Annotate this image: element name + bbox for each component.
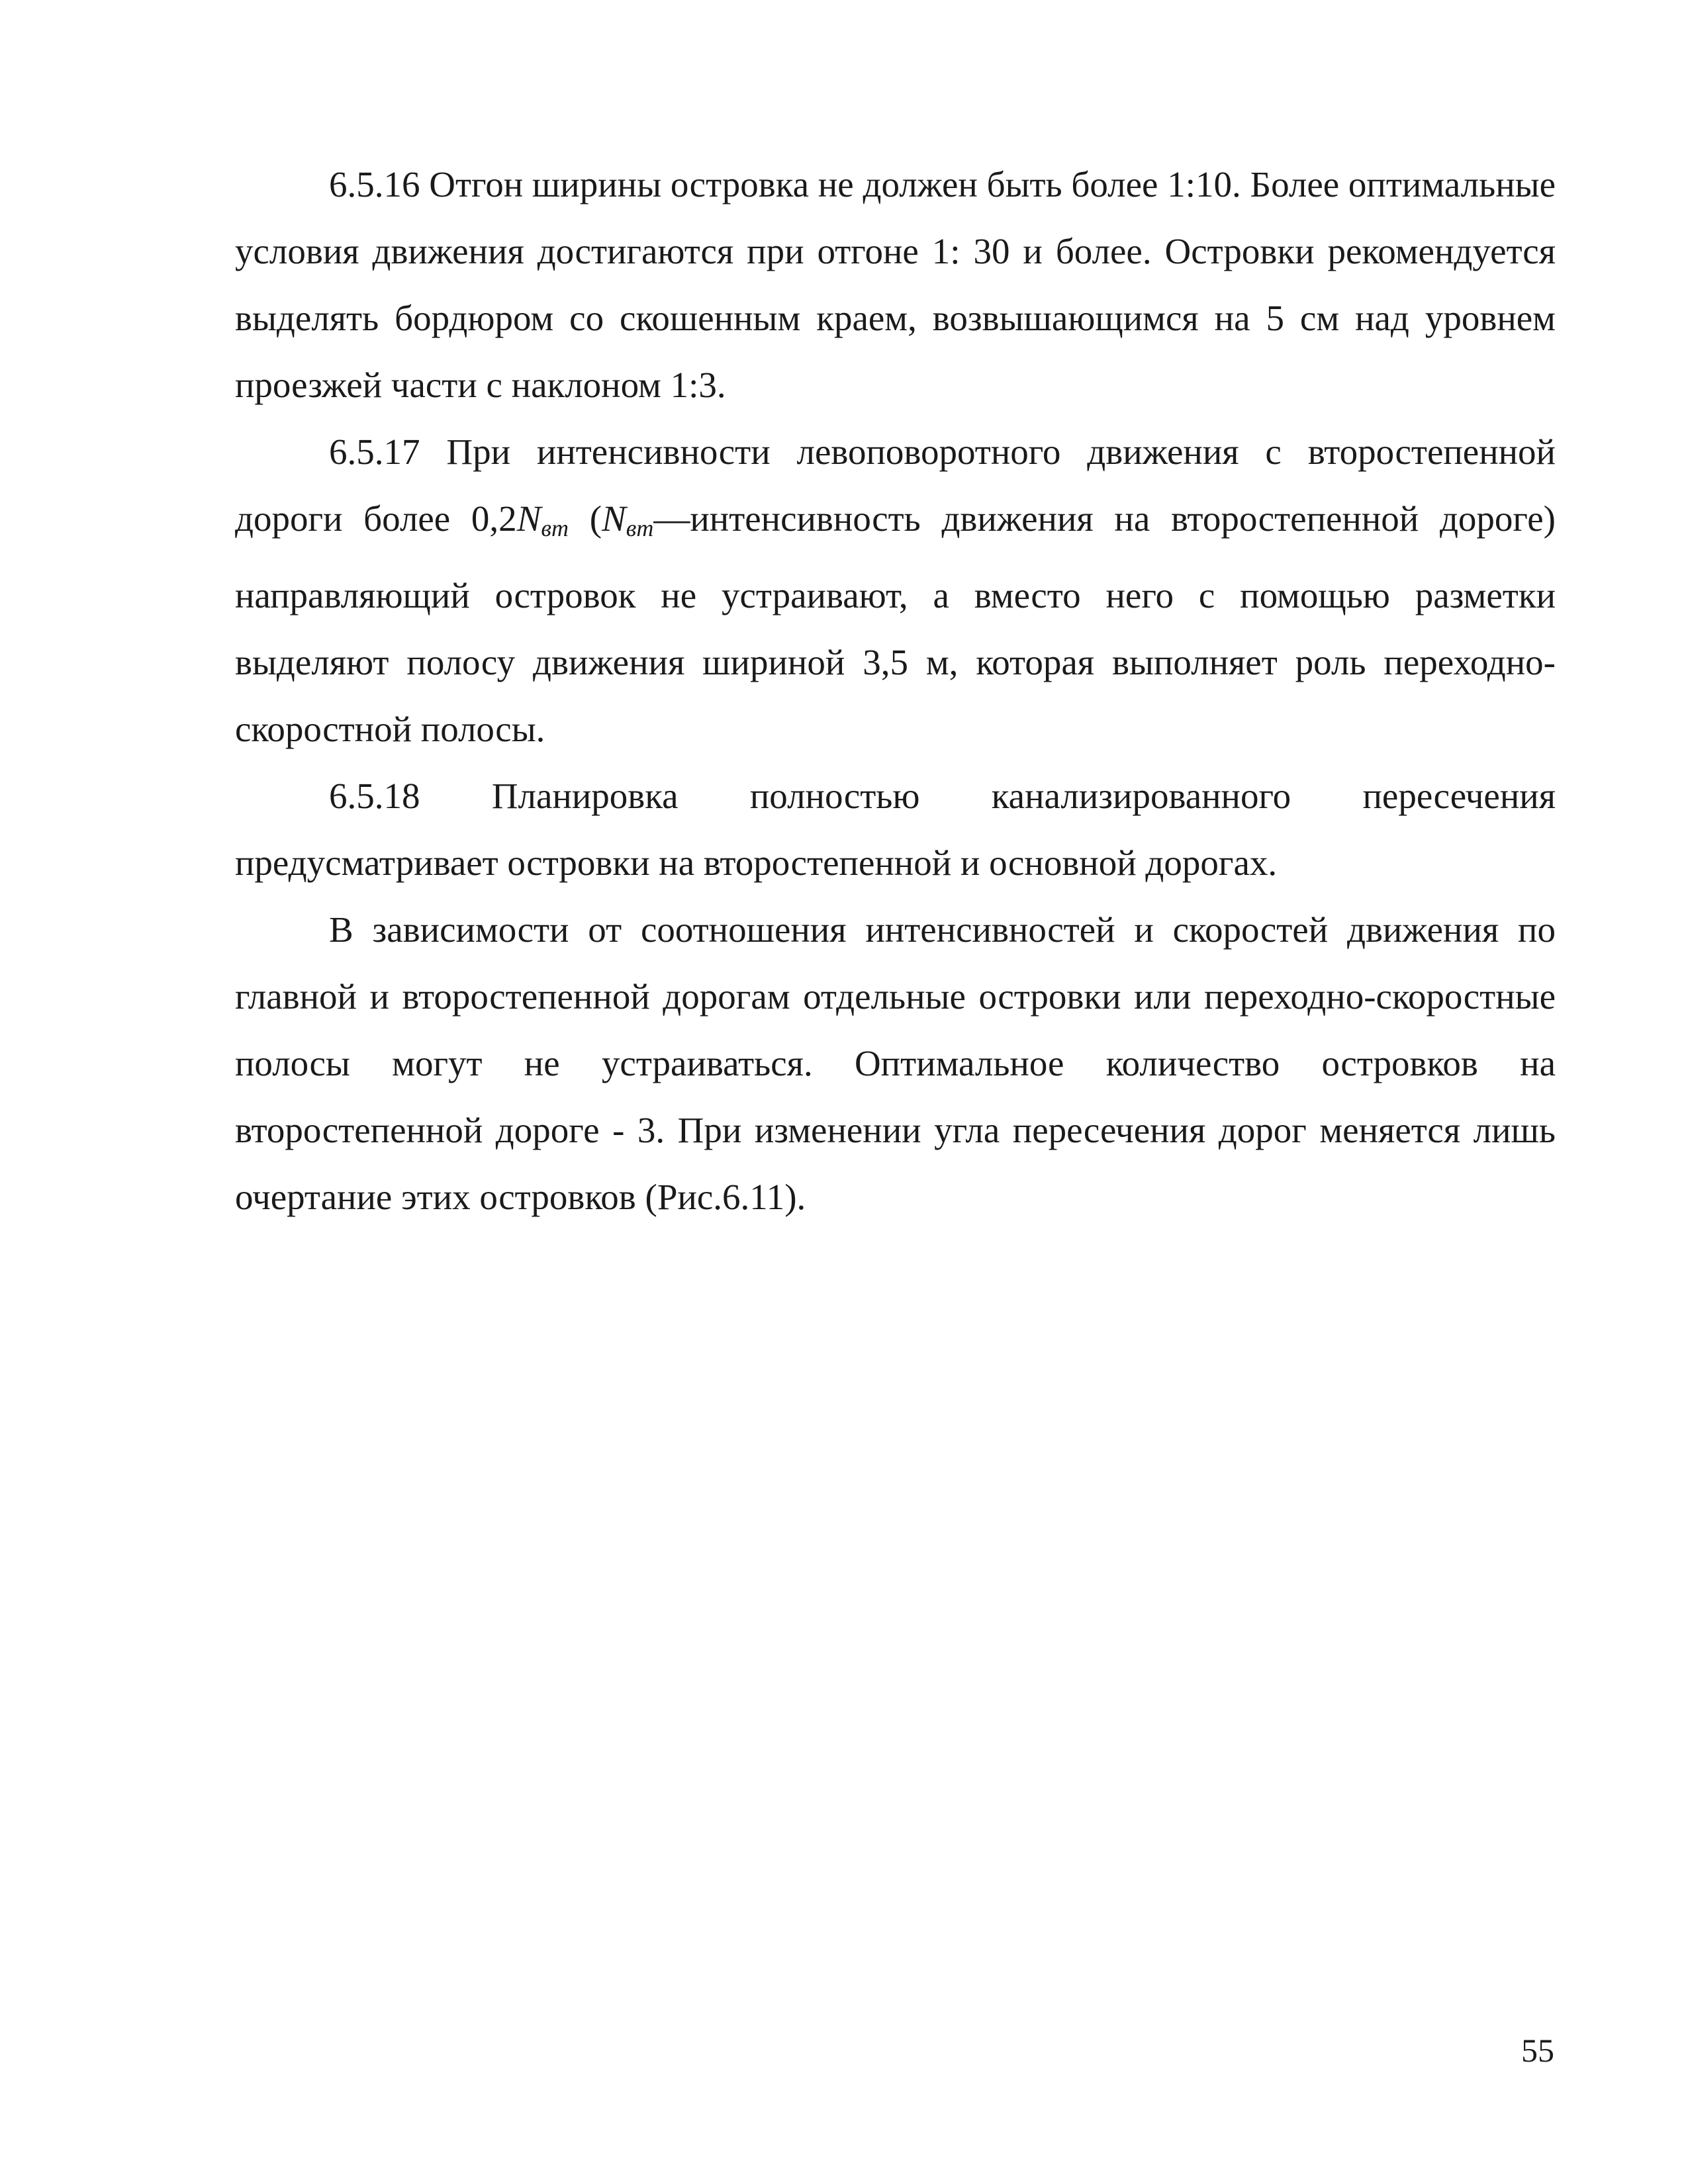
- paragraph-6-5-17-part-c: —интенсивность движения на второстепенной дороге) направляющий островок не устраивают, а вместо него с помощью разметки выделяют полосу движения шириной 3,5 м, которая выполняет роль переходно-скоростной полосы.: [235, 498, 1556, 749]
- subscript-vt: вт: [626, 515, 654, 541]
- page-number: 55: [1521, 2032, 1554, 2069]
- paragraph-6-5-17: [235, 418, 1556, 762]
- symbol-n: N: [516, 498, 541, 539]
- paragraph-6-5-17-part-a: 6.5.17 При интенсивности левоповоротного движения с второстепенной дороги более 0,2: [235, 432, 1556, 539]
- paragraph-dependence: В зависимости от соотношения интенсивностей и скоростей движения по главной и второстепенной дорогам отдельные островки или переходно-скоростные полосы могут не устраиваться. Оптимальное количество островков на второстепенной дороге - 3. При изменении угла пересечения дорог меняется лишь очертание этих островков (Рис.6.11).: [235, 909, 1556, 1217]
- paragraph-6-5-16: 6.5.16 Отгон ширины островка не должен быть более 1:10. Более оптимальные условия движения достигаются при отгоне 1: 30 и более. Островки рекомендуется выделять бордюром со скошенным краем, возвышающимся на 5 см над уровнем проезжей части с наклоном 1:3.: [235, 164, 1556, 405]
- body-text: [235, 151, 1556, 1230]
- paragraph-6-5-17-part-b: (: [569, 498, 602, 539]
- paragraph-6-5-18: 6.5.18 Планировка полностью канализированного пересечения предусматривает островки на второстепенной и основной дорогах.: [235, 776, 1556, 883]
- symbol-n: N: [602, 498, 626, 539]
- subscript-vt: вт: [541, 515, 569, 541]
